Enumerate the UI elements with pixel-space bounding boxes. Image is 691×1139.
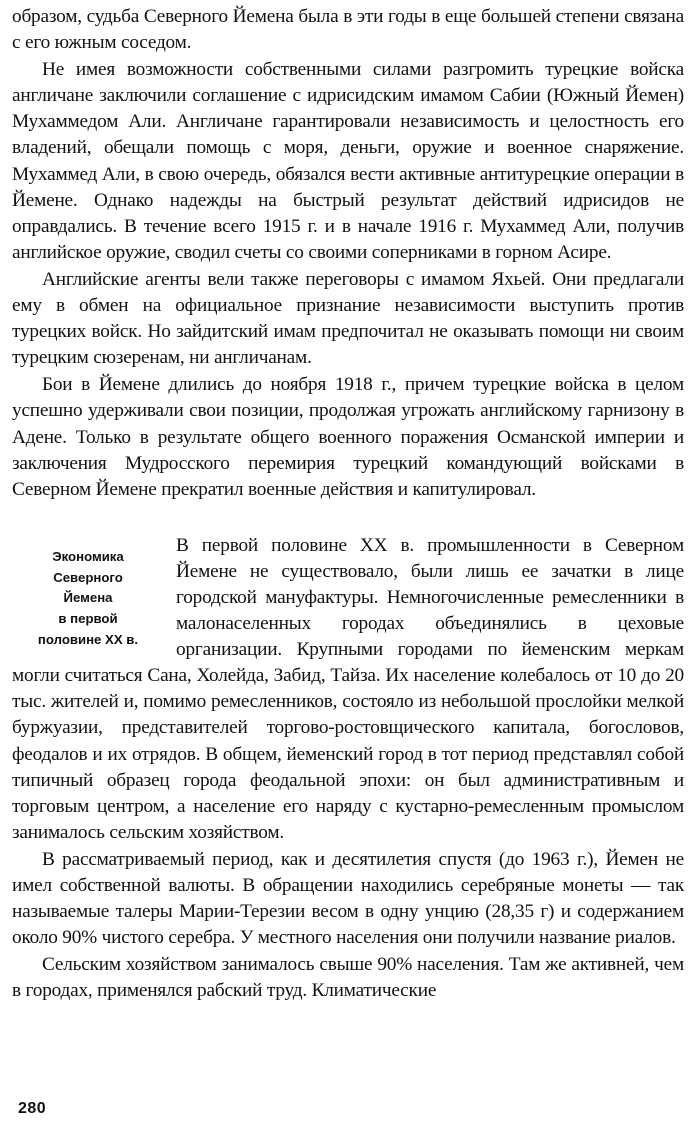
economy-section	[12, 533, 684, 1005]
book-page	[12, 4, 684, 1128]
paragraph-economy-cities: В первой половине XX в. промышленности в Северном Йемене не существовало, были лишь ее зачатки в лице городской мануфактуры. Немногочисленные ремесленники в малонаселенных городах объединялись в цеховые организации. Крупными городами по йеменским меркам могли считаться Сана, Холейда, Забид, Тайза. Их население колебалось от 10 до 20 тыс. жителей и, помимо ремесленников, состояло из небольшой прослойки мелкой буржуазии, представителей торгово-ростовщического капитала, богословов, феодалов и их отрядов. В общем, йеменский город в тот период представлял собой типичный образец города феодальной эпохи: он был административным и торговым центром, а население его наряду с кустарно-ремесленным промыслом занималось сельским хозяйством.	[12, 534, 684, 843]
sidenote-line: Северного	[53, 569, 123, 585]
paragraph-british-idrisid-agreement: Не имея возможности собственными силами разгромить турецкие войска англичане заключили соглашение с идрисидским имамом Сабии (Южный Йемен) Мухаммедом Али. Англичане гарантировали независимость и целостность его владений, обещали помощь с моря, деньги, оружие и военное снаряжение. Мухаммед Али, в свою очередь, обязался вести активные антитурецкие операции в Йемене. Однако надежды на быстрый результат действий идрисидов не оправдались. В течение всего 1915 г. и в начале 1916 г. Мухаммед Али, получив английское оружие, сводил счеты со своими соперниками в горном Асире.	[12, 59, 684, 263]
sidenote-line: Йемена	[63, 590, 113, 606]
page-number: 280	[18, 1099, 47, 1117]
paragraph-imam-yahya-negotiations: Английские агенты вели также переговоры с имамом Яхьей. Они предлагали ему в обмен на официальное признание независимости выступить против турецких войск. Но зайдитский имам предпочитал не оказывать помощи ни своим турецким сюзеренам, ни англичанам.	[12, 268, 684, 369]
sidenote-line: половине XX в.	[37, 631, 139, 647]
sidenote-line: Экономика	[52, 548, 124, 564]
paragraph-agriculture: Сельским хозяйством занималось свыше 90% населения. Там же активней, чем в городах, применялся рабский труд. Климатические	[12, 954, 684, 1002]
sidenote-line: в первой	[58, 611, 118, 627]
paragraph-currency: В рассматриваемый период, как и десятилетия спустя (до 1963 г.), Йемен не имел собственной валюты. В обращении находились серебряные монеты — так называемые талеры Марии-Терезии весом в одну унцию (28,35 г) и содержанием около 90% чистого серебра. У местного населения они получили название риалов.	[12, 848, 684, 949]
paragraph-continuation: образом, судьба Северного Йемена была в эти годы в еще большей степени связана с его южным соседом.	[12, 6, 684, 54]
section-sidenote-heading	[12, 547, 164, 651]
top-text-block	[12, 4, 684, 503]
paragraph-fighting-until-1918: Бои в Йемене длились до ноября 1918 г., причем турецкие войска в целом успешно удерживали свои позиции, продолжая угрожать английскому гарнизону в Адене. Только в результате общего военного поражения Османской империи и заключения Мудросского перемирия турецкий командующий войсками в Северном Йемене прекратил военные действия и капитулировал.	[12, 374, 684, 500]
